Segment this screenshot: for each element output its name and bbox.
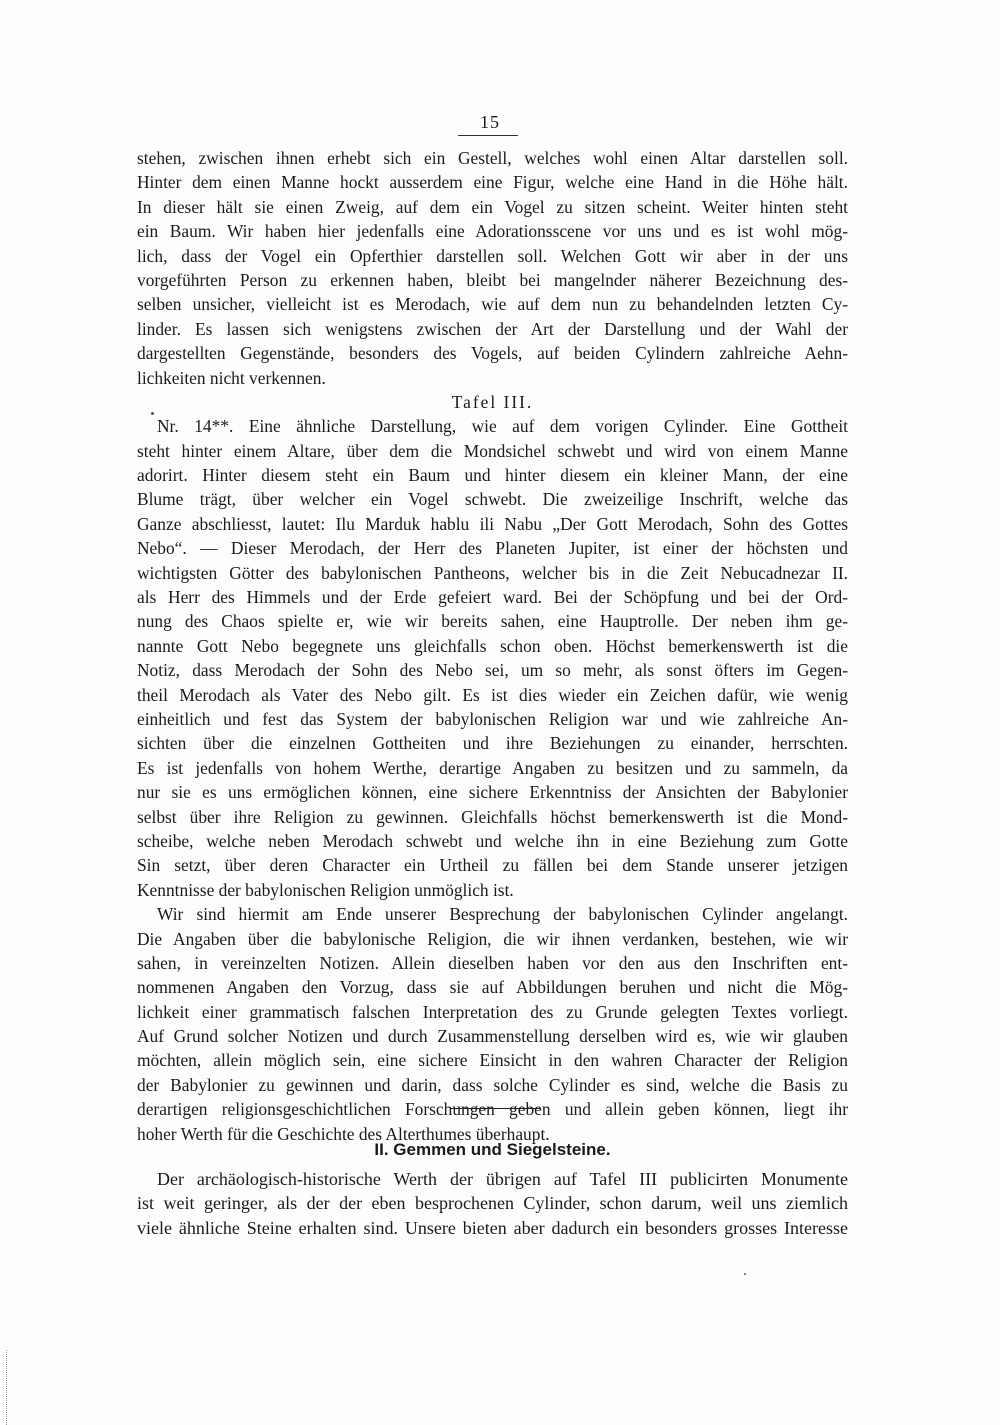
scan-speck xyxy=(744,1273,746,1275)
scan-margin-artifact xyxy=(6,1350,9,1425)
text-line: selbst über ihre Religion zu gewinnen. Gleichfalls höchst bemerkenswerth ist die Mond- xyxy=(137,806,848,827)
text-line: scheibe, welche neben Merodach schwebt und welche ihn in eine Beziehung zum Gotte xyxy=(137,830,848,851)
text-line: Wir sind hiermit am Ende unserer Besprechung der babylonischen Cylinder angelangt. xyxy=(157,904,848,925)
text-line: sahen, in vereinzelten Notizen. Allein dieselben haben vor den aus den Inschriften ent- xyxy=(137,952,848,973)
text-line: viele ähnliche Steine erhalten sind. Unsere bieten aber dadurch ein besonders grosses Interesse xyxy=(137,1217,848,1238)
text-line: einheitlich und fest das System der babylonischen Religion war und wie zahlreiche An- xyxy=(137,708,848,729)
text-line: Notiz, dass Merodach der Sohn des Nebo sei, um so mehr, als sonst öfters im Gegen- xyxy=(137,660,848,681)
text-line: nannte Gott Nebo begegnete uns gleichfalls schon oben. Höchst bemerkenswerth ist die xyxy=(137,635,848,656)
section-title: II. Gemmen und Siegelsteine. xyxy=(374,1140,611,1159)
text-line: möchten, allein möglich sein, eine sichere Einsicht in den wahren Character der Religion xyxy=(137,1050,848,1071)
section-text xyxy=(137,1167,848,1240)
text-line: nur sie es uns ermöglichen können, eine sichere Erkenntniss der Ansichten der Babylonier xyxy=(137,782,848,803)
text-line: Auf Grund solcher Notizen und durch Zusammenstellung derselben wird es, wie wir glauben xyxy=(137,1026,848,1047)
text-line: Blume trägt, über welcher ein Vogel schwebt. Die zweizeilige Inschrift, welche das xyxy=(137,489,848,510)
text-line: der Babylonier zu gewinnen und darin, dass solche Cylinder es sind, welche die Basis zu xyxy=(137,1074,848,1095)
text-line: selben unsicher, vielleicht ist es Merodach, wie auf dem nun zu behandelnden letzten Cy- xyxy=(137,294,848,315)
text-line: theil Merodach als Vater des Nebo gilt. Es ist dies wieder ein Zeichen dafür, wie wenig xyxy=(137,684,848,705)
text-line: Die Angaben über die babylonische Religion, die wir ihnen verdanken, bestehen, wie wir xyxy=(137,928,848,949)
text-line: Nebo“. — Dieser Merodach, der Herr des Planeten Jupiter, ist einer der höchsten und xyxy=(137,538,848,559)
text-line: vorgeführten Person zu erkennen haben, bleibt bei mangelnder näherer Bezeichnung des- xyxy=(137,269,848,290)
text-line: Nr. 14**. Eine ähnliche Darstellung, wie auf dem vorigen Cylinder. Eine Gottheit xyxy=(157,416,848,437)
text-line: lichkeiten nicht verkennen. xyxy=(137,367,326,388)
text-line: Es ist jedenfalls von hohem Werthe, derartige Angaben zu besitzen und zu sammeln, da xyxy=(137,757,848,778)
paragraph-2 xyxy=(137,414,848,902)
text-line: Ganze abschliesst, lautet: Ilu Marduk hablu ili Nabu „Der Gott Merodach, Sohn des Gottes xyxy=(137,513,848,534)
text-line: ist weit geringer, als der der eben besprochenen Cylinder, schon darum, weil uns ziemlich xyxy=(137,1193,848,1214)
text-line: lich, dass der Vogel ein Opferthier darstellen soll. Welchen Gott wir aber in der uns xyxy=(137,245,848,266)
text-line: nung des Chaos spielte er, wie wir bereits sahen, eine Hauptrolle. Der neben ihm ge- xyxy=(137,611,848,632)
text-line: steht hinter einem Altare, über dem die Mondsichel schwebt und wird von einem Manne xyxy=(137,440,848,461)
paragraph-1 xyxy=(137,146,848,390)
text-line: In dieser hält sie einen Zweig, auf dem ein Vogel zu sitzen scheint. Weiter hinten steht xyxy=(137,196,848,217)
text-line: ein Baum. Wir haben hier jedenfalls eine Adorationsscene vor uns und es ist wohl mög- xyxy=(137,221,848,242)
text-line: hoher Werth für die Geschichte des Alterthumes überhaupt. xyxy=(137,1123,550,1144)
text-line: dargestellten Gegenstände, besonders des Vogels, auf beiden Cylindern zahlreiche Aehn- xyxy=(137,343,848,364)
text-line: Hinter dem einen Manne hockt ausserdem eine Figur, welche eine Hand in die Höhe hält. xyxy=(137,172,848,193)
text-line: wichtigsten Götter des babylonischen Pantheons, welcher bis in die Zeit Nebucadnezar II. xyxy=(137,562,848,583)
text-line: als Herr des Himmels und der Erde gefeiert ward. Bei der Schöpfung und bei der Ord- xyxy=(137,587,848,608)
text-line: nommenen Angaben den Vorzug, dass sie auf Abbildungen beruhen und nicht die Mög- xyxy=(137,977,848,998)
text-line: stehen, zwischen ihnen erhebt sich ein Gestell, welches wohl einen Altar darstellen soll. xyxy=(137,148,848,168)
text-line: lichkeit einer grammatisch falschen Interpretation des zu Grunde gelegten Textes vorliegt. xyxy=(137,1001,848,1022)
page-number: 15 xyxy=(458,112,518,136)
text-line: Sin setzt, über deren Character ein Urtheil zu fällen bei dem Stande unserer jetzigen xyxy=(137,855,848,876)
text-line: Kenntnisse der babylonischen Religion unmöglich ist. xyxy=(137,879,514,900)
main-text xyxy=(137,146,848,1146)
text-line: Der archäologisch-historische Werth der übrigen auf Tafel III publicirten Monumente xyxy=(157,1169,848,1189)
text-line: adorirt. Hinter diesem steht ein Baum und hinter diesem ein kleiner Mann, der eine xyxy=(137,465,848,486)
plate-heading: Tafel III. xyxy=(451,391,534,412)
section-divider xyxy=(450,1108,540,1109)
paragraph-3 xyxy=(137,902,848,1146)
text-line: derartigen religionsgeschichtlichen Forschungen geben und allein geben können, liegt ihr xyxy=(137,1099,848,1120)
scan-speck xyxy=(151,412,154,415)
text-line: linder. Es lassen sich wenigstens zwischen der Art der Darstellung und der Wahl der xyxy=(137,318,848,339)
text-line: sichten über die einzelnen Gottheiten und ihre Beziehungen zu einander, herrschten. xyxy=(137,733,848,754)
